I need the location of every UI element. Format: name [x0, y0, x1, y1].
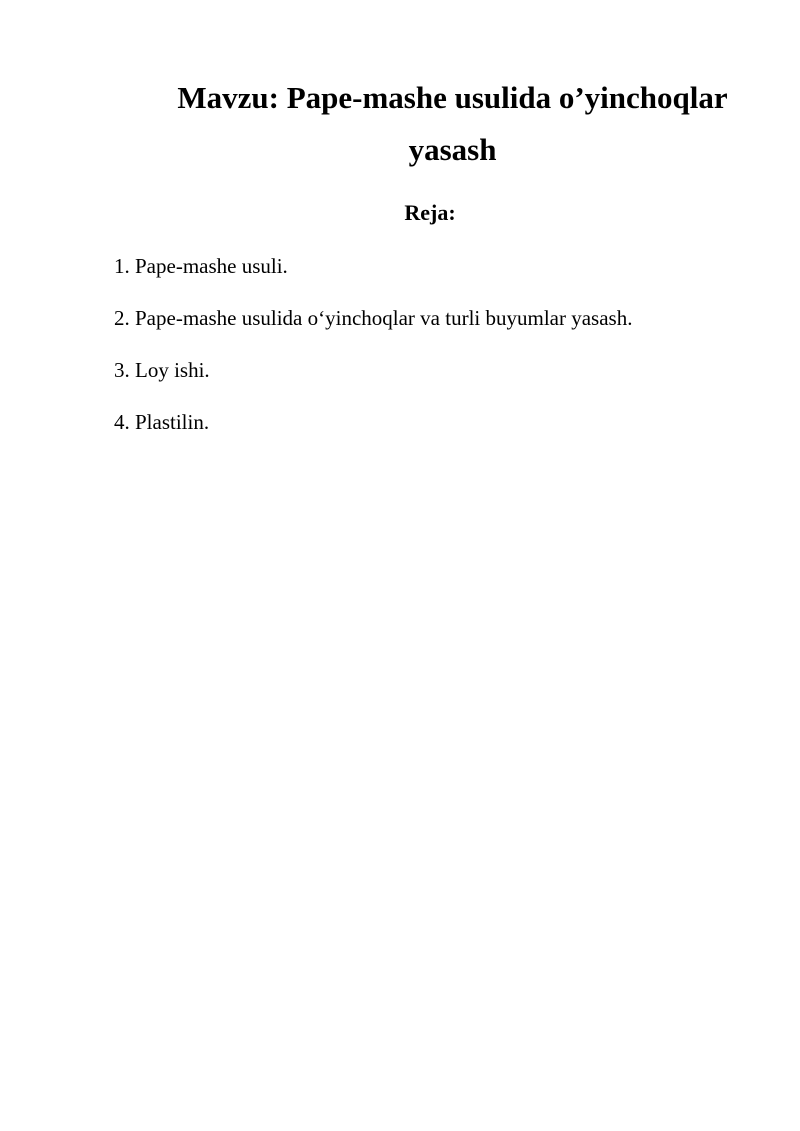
- plan-item: 1. Pape-mashe usuli.: [114, 254, 288, 278]
- plan-heading: Reja:: [404, 200, 456, 225]
- plan-item: 2. Pape-mashe usulida o‘yinchoqlar va turli buyumlar yasash.: [114, 306, 633, 330]
- plan-list: [114, 248, 754, 456]
- plan-item: 4. Plastilin.: [114, 410, 210, 434]
- page-title: Mavzu: Pape-mashe usulida o’yinchoqlar yasash: [177, 80, 728, 167]
- plan-item: 3. Loy ishi.: [114, 358, 210, 382]
